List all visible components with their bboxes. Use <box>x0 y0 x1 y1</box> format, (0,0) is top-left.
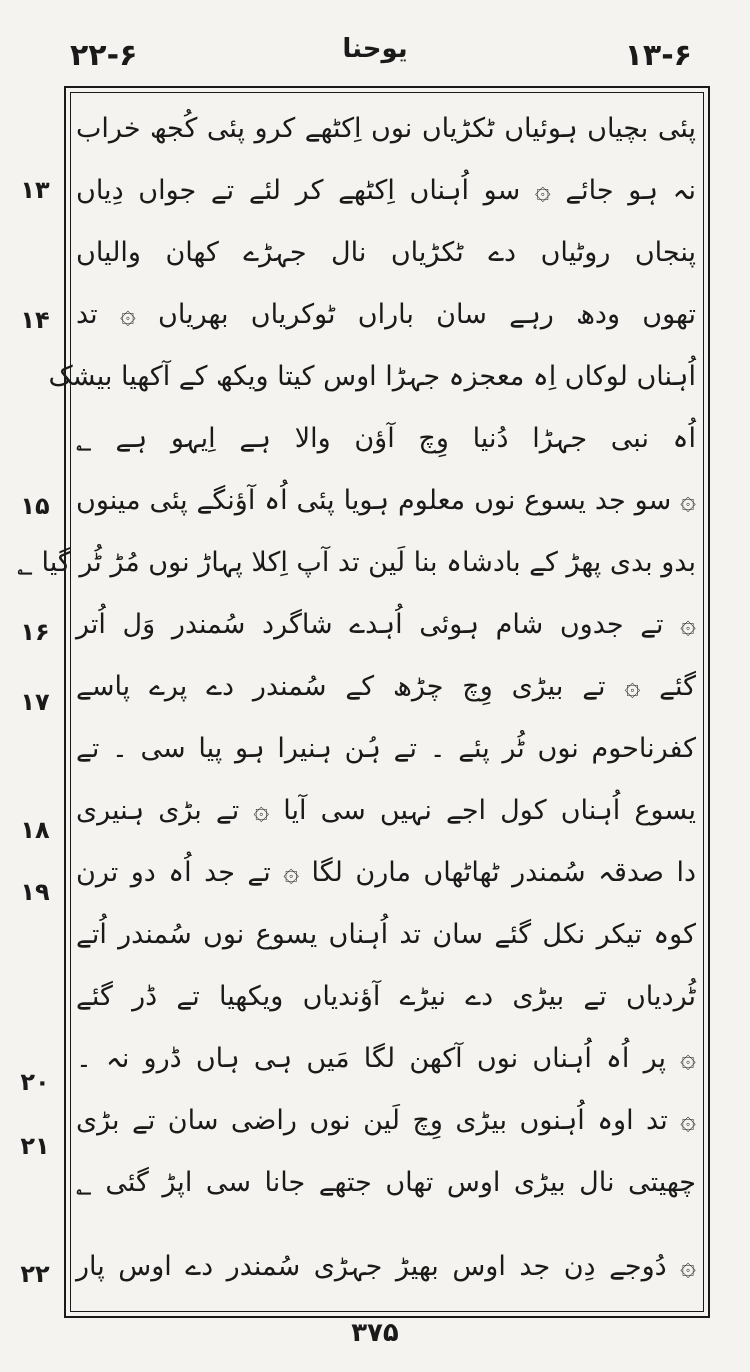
verse-range-end: ۲۲-۶ <box>70 38 138 73</box>
verse-number: ۱۶ <box>20 618 50 646</box>
verse-number: ۱۸ <box>20 816 50 844</box>
text-line: گئے ۞ تے بیڑی وِچ چڑھ کے سُمندر دے پرے پاسے <box>76 671 696 702</box>
text-line: چھیتی نال بیڑی اوس تھاں جتھے جانا سی اپڑ گئی ؂ <box>76 1167 696 1198</box>
verse-number: ۲۱ <box>20 1132 50 1160</box>
text-line: ٹُردیاں تے بیڑی دے نیڑے آؤندیاں ویکھیا تے ڈر گئے <box>76 981 696 1012</box>
text-line: ۞ تے جدوں شام ہوئی اُہدے شاگرد سُمندر وَل اُتر <box>76 609 696 640</box>
book-title: یوحنا <box>342 34 408 64</box>
text-line: کوہ تیکر نکل گئے سان تد اُہناں یسوع نوں سُمندر اُتے <box>76 919 696 950</box>
text-line: پنجاں روٹیاں دے ٹکڑیاں نال جہڑے کھان والیاں <box>76 237 696 268</box>
text-line: بدو بدی پھڑ کے بادشاہ بنا لَین تد آپ اِکلا پہاڑ نوں مُڑ ٹُر گیا ؂ <box>17 547 696 578</box>
text-line: تھوں ودھ رہے سان باراں ٹوکریاں بھریاں ۞ تد <box>76 299 696 330</box>
verse-number: ۱۴ <box>20 306 50 334</box>
verse-range-start: ۱۳-۶ <box>624 38 692 73</box>
text-line: یسوع اُہناں کول اجے نہیں سی آیا ۞ تے بڑی ہنیری <box>76 795 696 826</box>
text-line: اُہناں لوکاں اِہ معجزہ جہڑا اوس کیتا ویکھ کے آکھیا بیشک <box>48 361 696 392</box>
page-header <box>0 30 750 80</box>
verse-number: ۱۵ <box>20 492 50 520</box>
text-line: ۞ سو جد یسوع نوں معلوم ہویا پئی اُہ آؤنگے پئی مینوں <box>76 485 696 516</box>
verse-number: ۲۰ <box>20 1068 50 1096</box>
text-line: نہ ہو جائے ۞ سو اُہناں اِکٹھے کر لئے تے جواں دِیاں <box>76 175 696 206</box>
text-line: ۞ پر اُہ اُہناں نوں آکھن لگا مَیں ہی ہاں ڈرو نہ ۔ <box>76 1043 696 1074</box>
page-number: ۳۷۵ <box>351 1318 399 1348</box>
verse-number: ۱۹ <box>20 878 50 906</box>
verse-number: ۱۳ <box>20 176 50 204</box>
verse-number: ۱۷ <box>20 688 50 716</box>
text-line: دا صدقہ سُمندر ٹھاٹھاں مارن لگا ۞ تے جد اُہ دو ترن <box>76 857 696 888</box>
text-line: اُہ نبی جہڑا دُنیا وِچ آؤن والا ہے اِیہو ہے ؂ <box>76 423 696 454</box>
text-line: ۞ تد اوہ اُہنوں بیڑی وِچ لَین نوں راضی سان تے بڑی <box>76 1105 696 1136</box>
text-line: ۞ دُوجے دِن جد اوس بھیڑ جہڑی سُمندر دے اوس پار <box>76 1251 696 1282</box>
text-line: پئی بچیاں ہوئیاں ٹکڑیاں نوں اِکٹھے کرو پئی کُجھ خراب <box>76 113 696 144</box>
text-line: کفرناحوم نوں ٹُر پئے ۔ تے ہُن ہنیرا ہو پیا سی ۔ تے <box>76 733 696 764</box>
verse-number: ۲۲ <box>20 1260 50 1288</box>
